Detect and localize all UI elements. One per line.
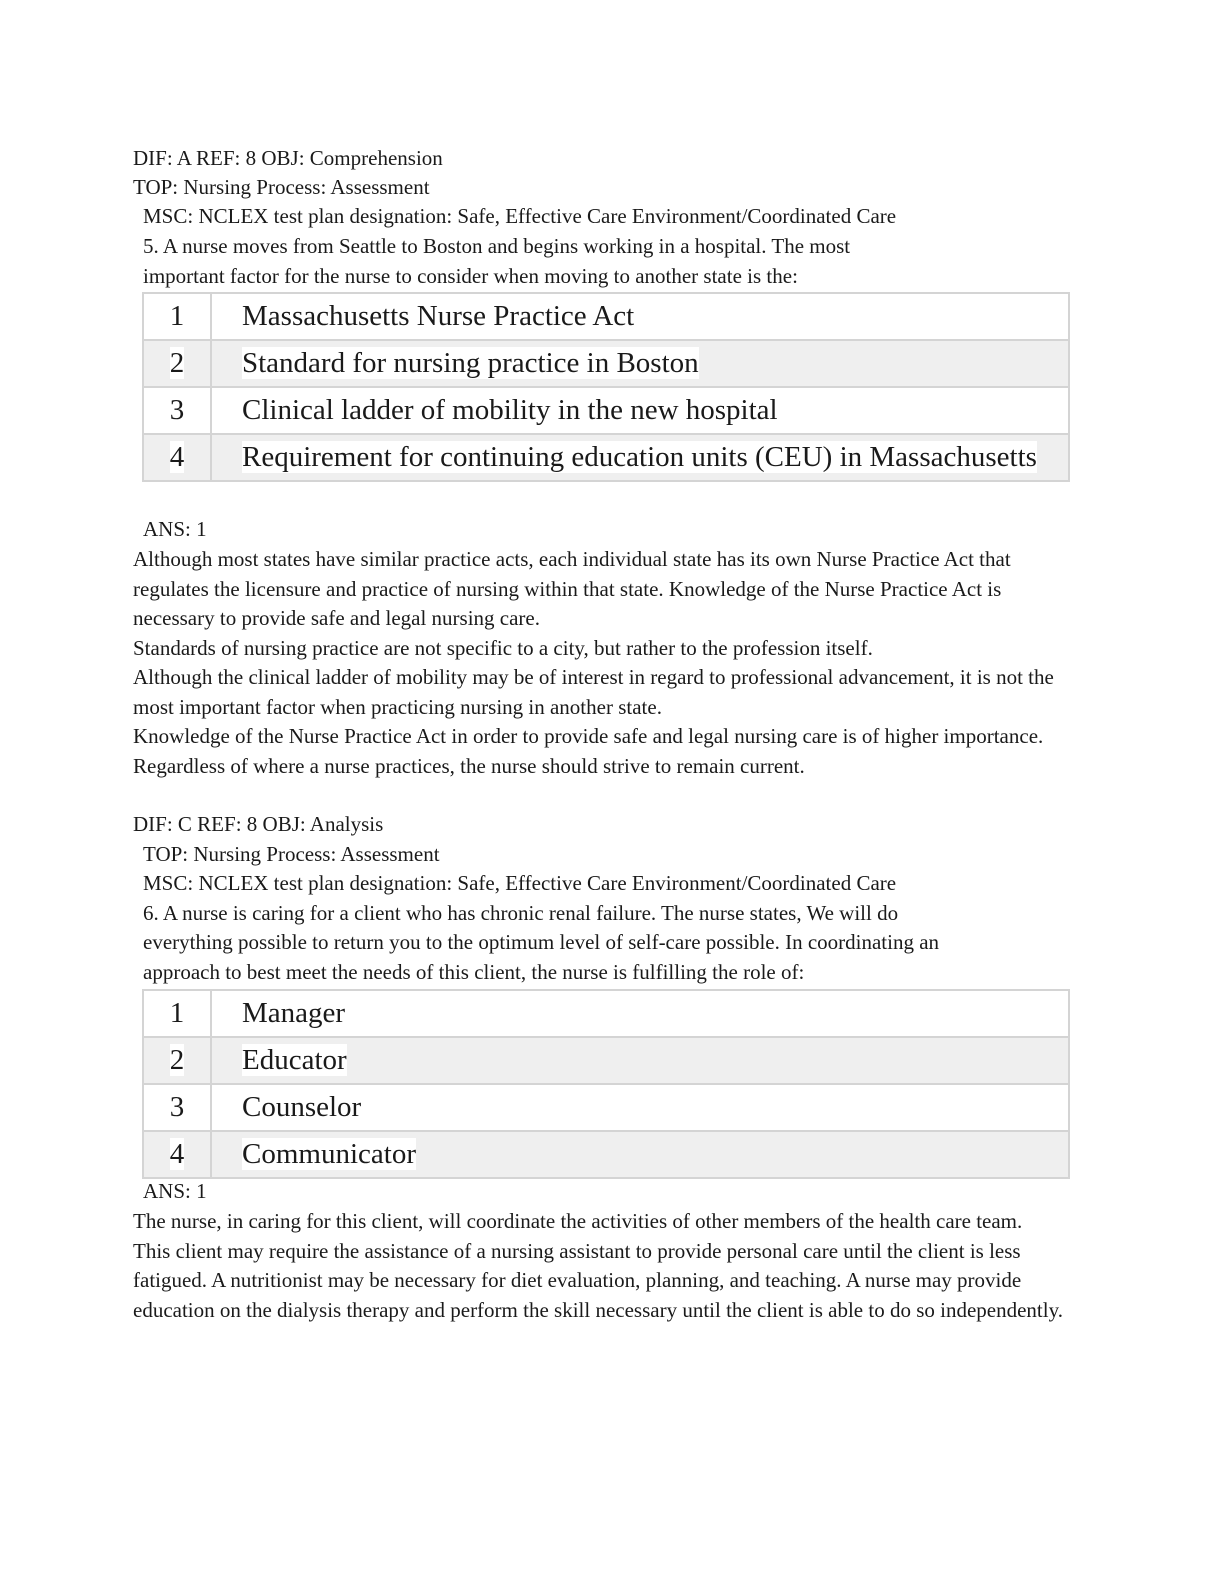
rationale-paragraph: Standards of nursing practice are not specific to a city, but rather to the profession itself. — [133, 635, 873, 660]
rationale-paragraph: Regardless of where a nurse practices, the nurse should strive to remain current. — [133, 753, 805, 778]
option-text: Massachusetts Nurse Practice Act — [211, 293, 1069, 340]
answer-key: ANS: 1 — [143, 517, 207, 541]
option-number: 4 — [143, 1131, 211, 1178]
option-row — [143, 1037, 1069, 1084]
option-text: Clinical ladder of mobility in the new hospital — [211, 387, 1069, 434]
option-number: 1 — [143, 293, 211, 340]
option-text: Educator — [211, 1037, 1069, 1084]
msc-line: MSC: NCLEX test plan designation: Safe, Effective Care Environment/Coordinated Care — [143, 204, 897, 228]
option-row — [143, 1084, 1069, 1131]
option-text: Counselor — [211, 1084, 1069, 1131]
rationale — [133, 545, 1063, 781]
topic-line: TOP: Nursing Process: Assessment — [143, 842, 440, 866]
option-row — [143, 1131, 1069, 1178]
question-stem: 5. A nurse moves from Seattle to Boston and begins working in a hospital. The most — [143, 234, 851, 258]
rationale-paragraph: The nurse, in caring for this client, will coordinate the activities of other members of the health care team. This client may require the assistance of a nursing assistant to provide personal care until the client is less fatigued. A nutritionist may be necessary for diet evaluation, planning, and teaching. A nurse may provide education on the dialysis therapy and perform the skill necessary until the client is able to do so independently. — [133, 1209, 1063, 1322]
answer-options-table — [142, 989, 1070, 1179]
difficulty-line: DIF: C REF: 8 OBJ: Analysis — [133, 812, 384, 836]
question-stem: important factor for the nurse to consider when moving to another state is the: — [143, 264, 798, 288]
option-number: 1 — [143, 990, 211, 1037]
topic-line: TOP: Nursing Process: Assessment — [133, 175, 430, 199]
question-stem: approach to best meet the needs of this client, the nurse is fulfilling the role of: — [143, 960, 805, 984]
option-row — [143, 293, 1069, 340]
rationale-paragraph: Although the clinical ladder of mobility may be of interest in regard to professional advancement, it is not the most important factor when practicing nursing in another state. — [133, 665, 1054, 719]
option-number: 3 — [143, 387, 211, 434]
answer-options-table — [142, 292, 1070, 482]
rationale — [133, 1207, 1063, 1325]
option-text: Manager — [211, 990, 1069, 1037]
option-row — [143, 990, 1069, 1037]
option-number: 2 — [143, 340, 211, 387]
option-row — [143, 434, 1069, 481]
answer-key: ANS: 1 — [143, 1179, 207, 1203]
option-number: 2 — [143, 1037, 211, 1084]
option-number: 4 — [143, 434, 211, 481]
rationale-paragraph: Although most states have similar practice acts, each individual state has its own Nurse Practice Act that regulates the licensure and practice of nursing within that state. Knowledge of the Nurse Practice Act is necessary to provide safe and legal nursing care. — [133, 547, 1011, 630]
option-row — [143, 340, 1069, 387]
question-stem: everything possible to return you to the optimum level of self-care possible. In coordinating an — [143, 930, 940, 954]
rationale-paragraph: Knowledge of the Nurse Practice Act in order to provide safe and legal nursing care is of higher importance. — [133, 724, 1044, 748]
option-number: 3 — [143, 1084, 211, 1131]
msc-line: MSC: NCLEX test plan designation: Safe, Effective Care Environment/Coordinated Care — [143, 871, 897, 895]
option-text: Communicator — [211, 1131, 1069, 1178]
option-row — [143, 387, 1069, 434]
difficulty-line: DIF: A REF: 8 OBJ: Comprehension — [133, 146, 443, 170]
option-text: Requirement for continuing education units (CEU) in Massachusetts — [211, 434, 1069, 481]
option-text: Standard for nursing practice in Boston — [211, 340, 1069, 387]
question-stem: 6. A nurse is caring for a client who has chronic renal failure. The nurse states, We will do — [143, 901, 899, 925]
